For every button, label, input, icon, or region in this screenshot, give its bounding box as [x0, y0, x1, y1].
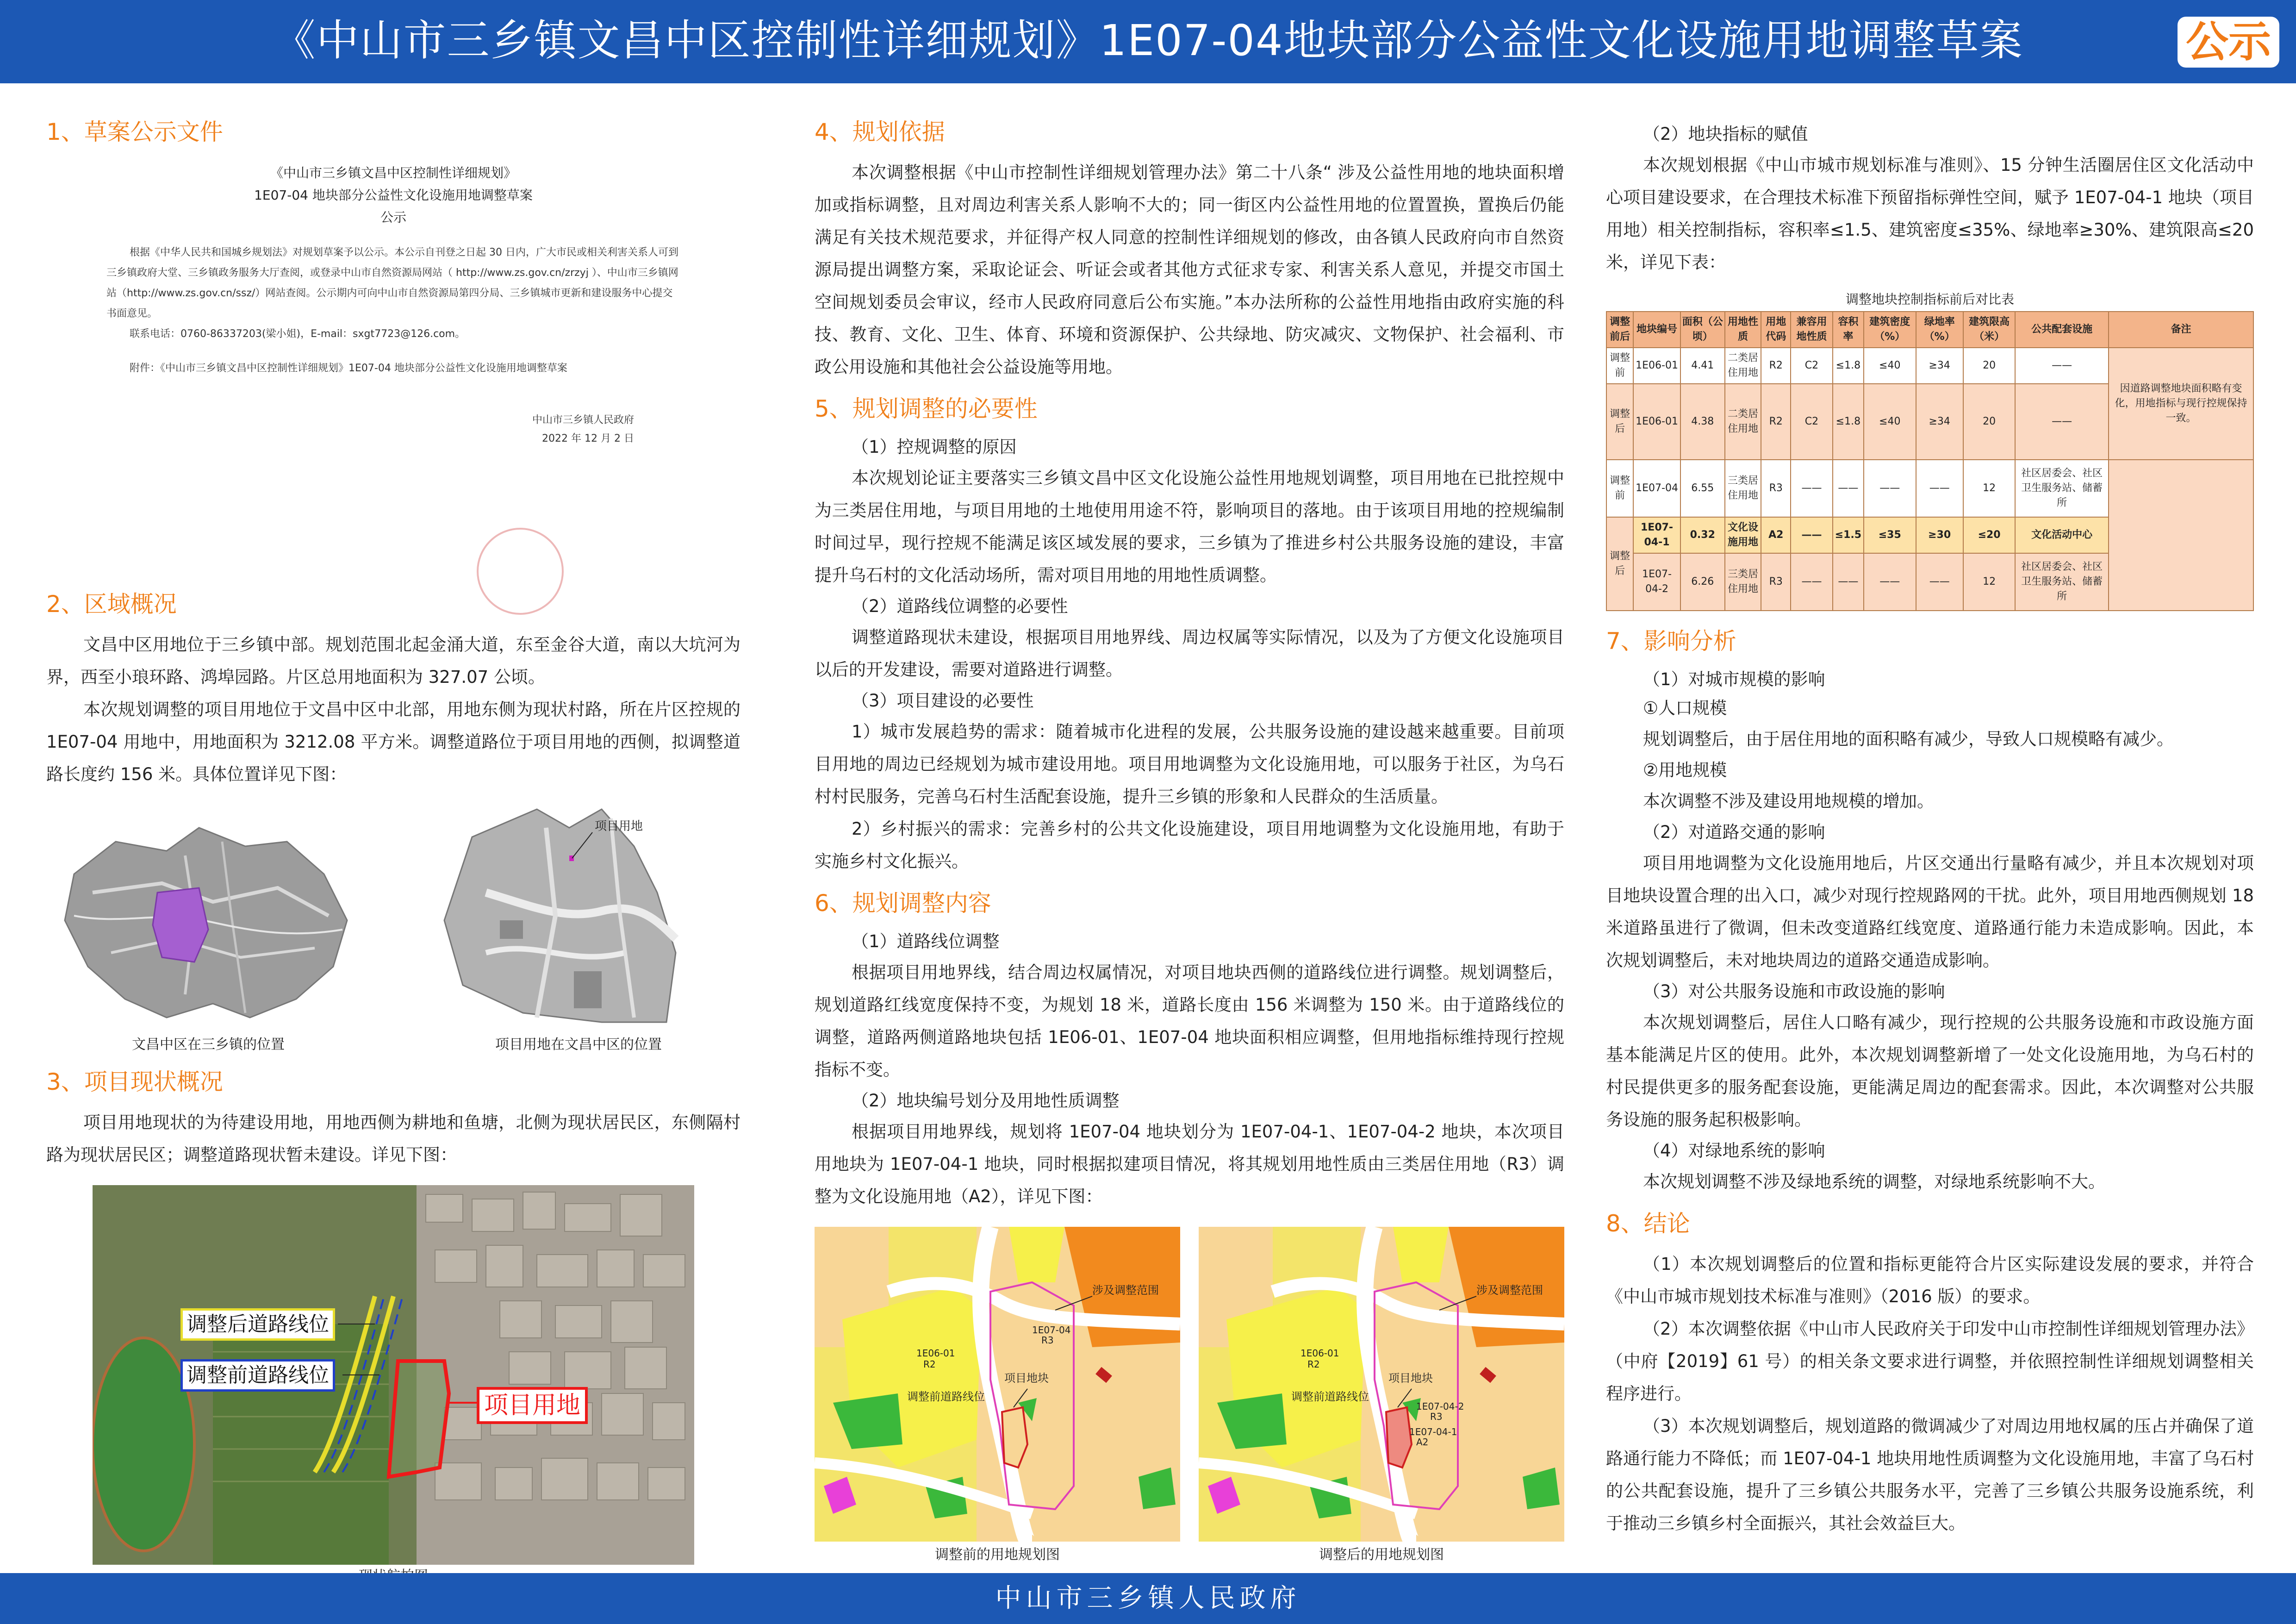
sec2-paragraph-1: 文昌中区用地位于三乡镇中部。规划范围北起金涌大道，东至金谷大道，南以大坑河为界，西至小琅环路、鸿埠园路。片区总用地面积为 327.07 公顷。 — [46, 635, 740, 687]
cell-code: 1E06-01 — [1633, 384, 1680, 460]
cell-facility: 文化活动中心 — [2015, 517, 2109, 553]
landuse-before-wrap — [815, 1227, 1180, 1567]
notice-document — [46, 162, 740, 579]
th-use: 用地性质 — [1725, 312, 1761, 348]
cell-height: 12 — [1963, 460, 2015, 517]
map-after-code-07042: 1E07-04-2 — [1416, 1401, 1464, 1412]
cell-density: ≤35 — [1864, 517, 1916, 553]
title-banner — [0, 0, 2296, 83]
map-before-scope-label: 涉及调整范围 — [1092, 1284, 1159, 1297]
town-location-map-wrap — [46, 800, 370, 1056]
cell-green: ≥30 — [1916, 517, 1963, 553]
landuse-map-before — [815, 1227, 1180, 1542]
sec4-paragraph-1: 本次调整根据《中山市控制性详细规划管理办法》第二十八条“ 涉及公益性用地的地块面积增加或指标调整，且对周边利害关系人影响不大的；同一街区内公益性用地的位置置换，置换后仍能满足有关技术规范要求，并征得产权人同意的控制性详细规划的修改，由各镇人民政府向市自然资源局提出调整方案，采取论证会、听证会或者其他方式征求专家、利害关系人意见，并提交市国土空间规划委员会审议，经市人民政府同意后公布实施。”本办法所称的公益性用地指由政府实施的科技、教育、文化、卫生、体育、环境和资源保护、公共绿地、防灾减灾、文物保护、社会福利、市政公用设施和其他社会公益设施等用地。 — [815, 162, 1564, 377]
column-middle — [815, 106, 1564, 1567]
cell-density: ≤40 — [1864, 348, 1916, 384]
sec7-paragraph-3: 本次规划调整后，居住人口略有减少，现行控规的公共服务设施和市政设施方面基本能满足片区的使用。此外，本次规划调整新增了一处文化设施用地，为乌石村的村民提供更多的服务配套设施，更能满足周边的配套需求。因此，本次调整对公共服务设施的服务起积极影响。 — [1606, 1012, 2254, 1130]
cell-ucode: R2 — [1761, 384, 1791, 460]
cell-area: 4.41 — [1680, 348, 1725, 384]
section-8-heading: 8、结论 — [1606, 1210, 1690, 1237]
section-1-heading: 1、草案公示文件 — [46, 119, 223, 145]
publicity-badge: 公示 — [2178, 17, 2279, 68]
landuse-after-caption: 调整后的用地规划图 — [1319, 1547, 1444, 1563]
cell-facility: —— — [2015, 384, 2109, 460]
sec7-paragraph-4: 本次规划调整不涉及绿地系统的调整，对绿地系统影响不大。 — [1643, 1172, 2105, 1192]
map-after-block-label: 项目地块 — [1388, 1372, 1433, 1385]
cell-far: —— — [1833, 553, 1864, 611]
map-before-block-label: 项目地块 — [1004, 1372, 1049, 1385]
th-density: 建筑密度（%） — [1864, 312, 1916, 348]
page-title: 《中山市三乡镇文昌中区控制性详细规划》1E07-04地块部分公益性文化设施用地调整草案 — [273, 16, 2023, 65]
sec6-paragraph-2: 根据项目用地界线，规划将 1E07-04 地块划分为 1E07-04-1、1E07-04-2 地块，本次项目用地块为 1E07-04-1 地块，同时根据拟建项目情况，将其规划用地性质由三类居住用地（R3）调整为文化设施用地（A2），详见下图： — [815, 1122, 1564, 1206]
notice-attachment: 附件：《中山市三乡镇文昌中区控制性详细规划》1E07-04 地块部分公益性文化设施用地调整草案 — [130, 362, 567, 374]
cell-stage: 调整前 — [1606, 460, 1633, 517]
sec6-paragraph-1: 根据项目用地界线，结合周边权属情况，对项目地块西侧的道路线位进行调整。规划调整后，规划道路红线宽度保持不变，为规划 18 米，道路长度由 156 米调整为 150 米。由于道路线位的调整，道路两侧道路地块包括 1E06-01、1E07-04 地块面积相应调整，但用地指标维持现行控规指标不变。 — [815, 962, 1564, 1080]
cell-ucode: R2 — [1761, 348, 1791, 384]
map-after-code-0601: 1E06-01 — [1300, 1348, 1339, 1359]
cell-stage: 调整后 — [1606, 384, 1633, 460]
town-location-caption: 文昌中区在三乡镇的位置 — [132, 1037, 285, 1053]
notice-title-1: 《中山市三乡镇文昌中区控制性详细规划》 — [270, 165, 516, 181]
th-facility: 公共配套设施 — [2015, 312, 2109, 348]
sec8-paragraph-1: （1）本次规划调整后的位置和指标更能符合片区实际建设发展的要求，并符合《中山市城市规划技术标准与准则》（2016 版）的要求。 — [1606, 1254, 2254, 1306]
table-row — [1606, 348, 2253, 384]
cell-note-empty — [2109, 460, 2253, 611]
sec7-sub-2: （2）对道路交通的影响 — [1643, 822, 1825, 842]
cell-far: ≤1.8 — [1833, 384, 1864, 460]
sec7-paragraph-2: 项目用地调整为文化设施用地后，片区交通出行量略有减少，并且本次规划对项目地块设置合理的出入口，减少对现行控规路网的干扰。此外，项目用地西侧规划 18 米道路虽进行了微调，但未改变道路红线宽度、道路通行能力未造成影响。因此，本次规划调整后，未对地块周边的道路交通造成影响。 — [1606, 853, 2254, 970]
map-after-code-a2: A2 — [1416, 1437, 1429, 1448]
notice-body: 根据《中华人民共和国城乡规划法》对规划草案予以公示。本公示自刊登之日起 30 日内，广大市民或相关利害关系人可到三乡镇政府大堂、三乡镇政务服务大厅查阅，或登录中山市自然资源局网站（ http://www.zs.gov.cn/zrzyj ）、中山市三乡镇网站（http://www.zs.gov.cn/ssz/）网站查阅。公示期内可向中山市自然资源局第四分局、三乡镇城市更新和建设服务中心提交书面意见。 — [106, 247, 678, 319]
map-before-code-r3: R3 — [1041, 1335, 1054, 1346]
map-before-code-0601: 1E06-01 — [916, 1348, 955, 1359]
sec7-paragraph-1b: 本次调整不涉及建设用地规模的增加。 — [1643, 791, 1934, 811]
sec3-paragraph-1: 项目用地现状的为待建设用地，用地西侧为耕地和鱼塘，北侧为现状居民区，东侧隔村路为现状居民区；调整道路现状暂未建设。详见下图： — [46, 1112, 740, 1165]
sec6-paragraph-3: 本次规划根据《中山市城市规划标准与准则》、15 分钟生活圈居住区文化活动中心项目建设要求，在合理技术标准下预留指标弹性空间，赋予 1E07-04-1 地块（项目用地）相关控制指标，容积率≤1.5、建筑密度≤35%、绿地率≥30%、建筑限高≤20 米，详见下表： — [1606, 155, 2254, 272]
th-area: 面积（公顷） — [1680, 312, 1725, 348]
cell-code: 1E07-04-2 — [1633, 553, 1680, 611]
cell-compat: —— — [1791, 553, 1832, 611]
cell-area: 4.38 — [1680, 384, 1725, 460]
column-right — [1606, 106, 2254, 1540]
cell-height: 12 — [1963, 553, 2015, 611]
cell-code: 1E06-01 — [1633, 348, 1680, 384]
district-location-map-wrap — [417, 800, 740, 1056]
map-before-code-r2: R2 — [923, 1359, 936, 1370]
th-code: 地块编号 — [1633, 312, 1680, 348]
sec5-sub-2: （2）道路线位调整的必要性 — [852, 596, 1068, 616]
sec7-sub-4: （4）对绿地系统的影响 — [1643, 1141, 1825, 1161]
cell-facility: 社区居委会、社区卫生服务站、储蓄所 — [2015, 460, 2109, 517]
cell-green: ≥34 — [1916, 348, 1963, 384]
section-5-heading: 5、规划调整的必要性 — [815, 395, 1038, 422]
cell-far: ≤1.8 — [1833, 348, 1864, 384]
th-stage: 调整前后 — [1606, 312, 1633, 348]
project-site-label: 项目用地 — [477, 1387, 588, 1424]
cell-area: 6.55 — [1680, 460, 1725, 517]
map-after-code-07041: 1E07-04-1 — [1409, 1426, 1457, 1437]
section-3-heading: 3、项目现状概况 — [46, 1068, 223, 1095]
cell-ucode: R3 — [1761, 553, 1791, 611]
sec5-sub-3: （3）项目建设的必要性 — [852, 691, 1034, 711]
sec7-sub-1a: ①人口规模 — [1643, 698, 1727, 718]
cell-use: 二类居住用地 — [1725, 384, 1761, 460]
map-after-code-r3: R3 — [1430, 1411, 1443, 1422]
sec7-sub-3: （3）对公共服务设施和市政设施的影响 — [1643, 981, 1945, 1001]
road-after-label: 调整后道路线位 — [180, 1308, 335, 1341]
th-green: 绿地率（%） — [1916, 312, 1963, 348]
sec7-sub-1: （1）对城市规模的影响 — [1643, 669, 1825, 689]
cell-height: 20 — [1963, 384, 2015, 460]
project-site-map-label: 项目用地 — [595, 819, 643, 833]
sec7-paragraph-1a: 规划调整后，由于居住用地的面积略有减少，导致人口规模略有减少。 — [1643, 729, 2174, 749]
cell-use: 二类居住用地 — [1725, 348, 1761, 384]
notice-sign-date: 2022 年 12 月 2 日 — [542, 433, 634, 444]
map-after-scope-label: 涉及调整范围 — [1476, 1284, 1543, 1297]
town-location-map — [46, 800, 370, 1031]
sec8-paragraph-2: （2）本次调整依据《中山市人民政府关于印发中山市控制性详细规划管理办法》（中府【2019】61 号）的相关条文要求进行调整，并依照控制性详细规划调整相关程序进行。 — [1606, 1319, 2254, 1404]
sec5-paragraph-1: 本次规划论证主要落实三乡镇文昌中区文化设施公益性用地规划调整，项目用地在已批控规中为三类居住用地，与项目用地的土地使用用途不符，影响项目的落地。由于该项目用地的控规编制时间过早，现行控规不能满足该区域发展的要求，三乡镇为了推进乡村公共服务设施的建设，丰富提升乌石村的文化活动场所，需对项目用地的用地性质调整。 — [815, 468, 1564, 585]
sec5-paragraph-4: 2）乡村振兴的需求：完善乡村的公共文化设施建设，项目用地调整为文化设施用地，有助于实施乡村文化振兴。 — [815, 819, 1564, 871]
th-note: 备注 — [2109, 312, 2253, 348]
sec7-sub-1b: ②用地规模 — [1643, 760, 1727, 780]
cell-height: 20 — [1963, 348, 2015, 384]
sec8-paragraph-3: （3）本次规划调整后，规划道路的微调减少了对周边用地权属的压占并确保了道路通行能力不降低；而 1E07-04-1 地块用地性质调整为文化设施用地，丰富了乌石村的公共配套设施，提升了三乡镇公共服务水平，完善了三乡镇公共服务设施系统，利于推动三乡镇乡村全面振兴，其社会效益巨大。 — [1606, 1416, 2254, 1533]
indicator-table-title: 调整地块控制指标前后对比表 — [1845, 292, 2014, 307]
map-before-code-0704: 1E07-04 — [1032, 1324, 1071, 1336]
map-after-road-label: 调整前道路线位 — [1291, 1390, 1369, 1403]
cell-density: ≤40 — [1864, 384, 1916, 460]
cell-code: 1E07-04-1 — [1633, 517, 1680, 553]
sec2-paragraph-2: 本次规划调整的项目用地位于文昌中区中北部，用地东侧为现状村路，所在片区控规的 1E07-04 用地中，用地面积为 3212.08 平方米。调整道路位于项目用地的西侧，拟调整道路长度约 156 米。具体位置详见下图： — [46, 700, 740, 784]
cell-note: 因道路调整地块面积略有变化，用地指标与现行控规保持一致。 — [2109, 348, 2253, 460]
cell-area: 0.32 — [1680, 517, 1725, 553]
sec5-paragraph-2: 调整道路现状未建设，根据项目用地界线、周边权属等实际情况，以及为了方便文化设施项目以后的开发建设，需要对道路进行调整。 — [815, 627, 1564, 680]
indicator-table-header — [1606, 312, 2253, 348]
section-7-heading: 7、影响分析 — [1606, 628, 1736, 655]
cell-use: 三类居住用地 — [1725, 553, 1761, 611]
column-left — [46, 106, 740, 1588]
cell-ucode: A2 — [1761, 517, 1791, 553]
cell-green: ≥34 — [1916, 384, 1963, 460]
cell-green: —— — [1916, 460, 1963, 517]
cell-density: —— — [1864, 460, 1916, 517]
cell-code: 1E07-04 — [1633, 460, 1680, 517]
aerial-photo — [93, 1185, 694, 1565]
landuse-map-after — [1199, 1227, 1564, 1542]
table-row — [1606, 460, 2253, 517]
sec5-paragraph-3: 1）城市发展趋势的需求：随着城市化进程的发展，公共服务设施的建设越来越重要。目前项目用地的周边已经规划为城市建设用地。项目用地调整为文化设施用地，可以服务于社区，为乌石村村民服务，完善乌石村生活配套设施，提升三乡镇的形象和人民群众的生活质量。 — [815, 722, 1564, 806]
cell-stage: 调整后 — [1606, 517, 1633, 611]
cell-compat: —— — [1791, 517, 1832, 553]
map-before-road-label: 调整前道路线位 — [907, 1390, 985, 1403]
map-after-code-r2: R2 — [1307, 1359, 1320, 1370]
cell-green: —— — [1916, 553, 1963, 611]
sec6-sub-1: （1）道路线位调整 — [852, 931, 1000, 951]
cell-density: —— — [1864, 553, 1916, 611]
sec6-sub-2: （2）地块编号划分及用地性质调整 — [852, 1091, 1120, 1111]
notice-title-3: 公示 — [380, 210, 406, 225]
district-location-caption: 项目用地在文昌中区的位置 — [495, 1037, 662, 1053]
location-maps — [46, 800, 740, 1056]
road-before-label: 调整前道路线位 — [180, 1359, 335, 1392]
sec6-sub-3: （2）地块指标的赋值 — [1643, 124, 1808, 144]
cell-use: 三类居住用地 — [1725, 460, 1761, 517]
th-ucode: 用地代码 — [1761, 312, 1791, 348]
landuse-before-caption: 调整前的用地规划图 — [935, 1547, 1060, 1563]
notice-sign-org: 中山市三乡镇人民政府 — [532, 414, 634, 426]
official-seal-stamp — [477, 528, 564, 615]
section-2-heading: 2、区域概况 — [46, 591, 177, 618]
landuse-after-wrap — [1199, 1227, 1564, 1567]
notice-contact: 联系电话：0760-86337203(梁小姐)，E-mail：sxgt7723@126.com。 — [130, 328, 466, 340]
indicator-table — [1606, 311, 2254, 611]
cell-height: ≤20 — [1963, 517, 2015, 553]
cell-far: ≤1.5 — [1833, 517, 1864, 553]
cell-stage: 调整前 — [1606, 348, 1633, 384]
cell-facility: 社区居委会、社区卫生服务站、储蓄所 — [2015, 553, 2109, 611]
sec5-sub-1: （1）控规调整的原因 — [852, 437, 1017, 457]
footer-banner: 中山市三乡镇人民政府 — [0, 1573, 2296, 1624]
cell-compat: —— — [1791, 460, 1832, 517]
cell-far: —— — [1833, 460, 1864, 517]
th-compat: 兼容用地性质 — [1791, 312, 1832, 348]
cell-compat: C2 — [1791, 348, 1832, 384]
landuse-maps — [815, 1227, 1564, 1567]
cell-area: 6.26 — [1680, 553, 1725, 611]
district-location-map — [417, 800, 740, 1031]
section-6-heading: 6、规划调整内容 — [815, 890, 991, 917]
th-far: 容积率 — [1833, 312, 1864, 348]
notice-title-2: 1E07-04 地块部分公益性文化设施用地调整草案 — [254, 187, 533, 203]
cell-compat: C2 — [1791, 384, 1832, 460]
cell-ucode: R3 — [1761, 460, 1791, 517]
cell-use: 文化设施用地 — [1725, 517, 1761, 553]
th-height: 建筑限高（米） — [1963, 312, 2015, 348]
section-4-heading: 4、规划依据 — [815, 119, 945, 145]
cell-facility: —— — [2015, 348, 2109, 384]
